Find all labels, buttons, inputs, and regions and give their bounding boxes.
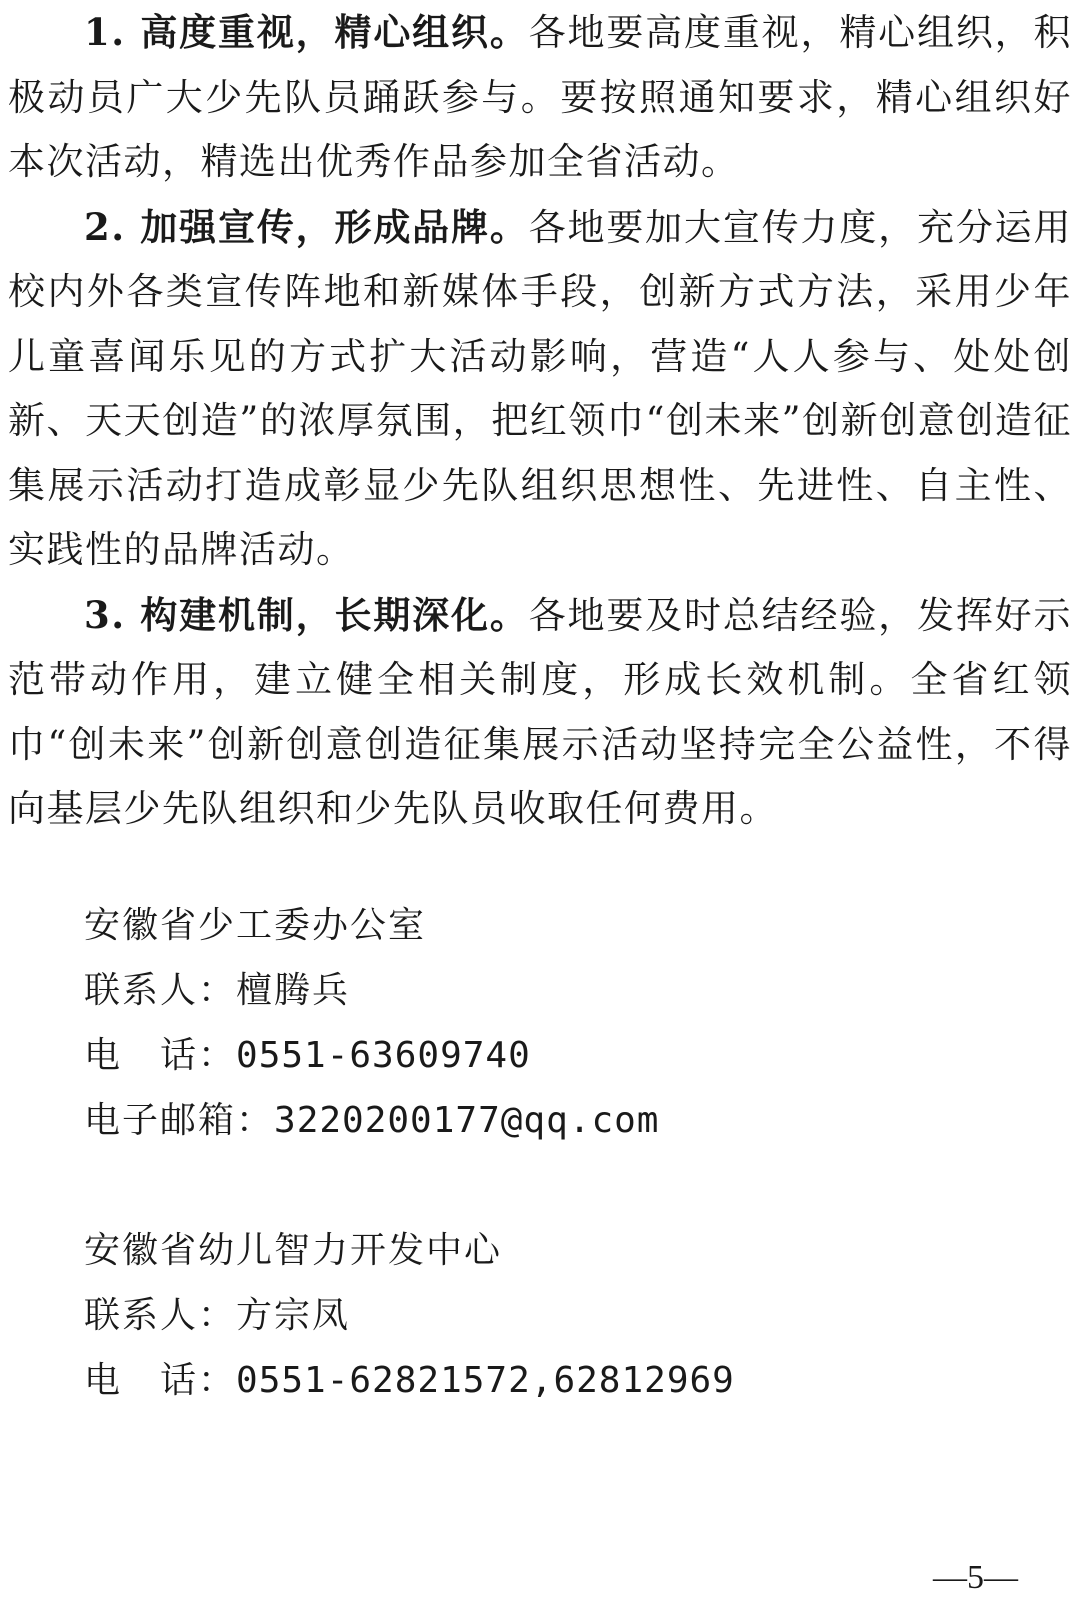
page-number: —5— xyxy=(933,1559,1018,1596)
contact-email-line xyxy=(84,1088,984,1153)
paragraph-3 xyxy=(8,583,1072,842)
paragraph-3-text: 各地要及时总结经验，发挥好示范带动作用，建立健全相关制度，形成长效机制。全省红领巾“创未来”创新创意创造征集展示活动坚持完全公益性，不得向基层少先队组织和少先队员收取任何费用。 xyxy=(8,593,1072,830)
contact-block-office xyxy=(84,893,984,1153)
paragraph-1-text: 各地要高度重视，精心组织，积极动员广大少先队员踊跃参与。要按照通知要求，精心组织好本次活动，精选出优秀作品参加全省活动。 xyxy=(8,11,1072,183)
contact-person-name: 方宗凤 xyxy=(236,1295,351,1336)
paragraph-2-lead: 2. 加强宣传，形成品牌。 xyxy=(84,204,529,249)
paragraph-1 xyxy=(8,0,1072,195)
contact-block-center xyxy=(84,1218,984,1413)
paragraph-3-lead: 3. 构建机制，长期深化。 xyxy=(84,592,529,637)
body-text xyxy=(8,0,1072,842)
paragraph-1-lead: 1. 高度重视，精心组织。 xyxy=(84,10,529,54)
contact-person-label: 联系人： xyxy=(84,1295,237,1336)
paragraph-2-text: 各地要加大宣传力度，充分运用校内外各类宣传阵地和新媒体手段，创新方式方法，采用少年儿童喜闻乐见的方式扩大活动影响，营造“人人参与、处处创新、天天创造”的浓厚氛围，把红领巾“创未来”创新创意创造征集展示活动打造成彰显少先队组织思想性、先进性、自主性、实践性的品牌活动。 xyxy=(8,205,1072,571)
contact-phone-number: 0551-62821572,62812969 xyxy=(236,1360,735,1401)
contact-phone-line xyxy=(84,1023,984,1088)
contact-phone-label: 电 话： xyxy=(84,1035,237,1076)
contact-org: 安徽省少工委办公室 xyxy=(84,905,427,946)
contact-org: 安徽省幼儿智力开发中心 xyxy=(84,1230,503,1271)
contact-phone-number: 0551-63609740 xyxy=(236,1035,531,1076)
paragraph-2 xyxy=(8,195,1072,583)
contact-email-label: 电子邮箱： xyxy=(84,1100,275,1141)
contact-person-name: 檀腾兵 xyxy=(236,970,351,1011)
contact-person-line xyxy=(84,1283,984,1348)
contact-phone-label: 电 话： xyxy=(84,1360,237,1401)
contact-person-line xyxy=(84,958,984,1023)
contact-email-address: 3220200177@qq.com xyxy=(274,1100,660,1141)
contact-phone-line xyxy=(84,1348,984,1413)
contact-person-label: 联系人： xyxy=(84,970,237,1011)
